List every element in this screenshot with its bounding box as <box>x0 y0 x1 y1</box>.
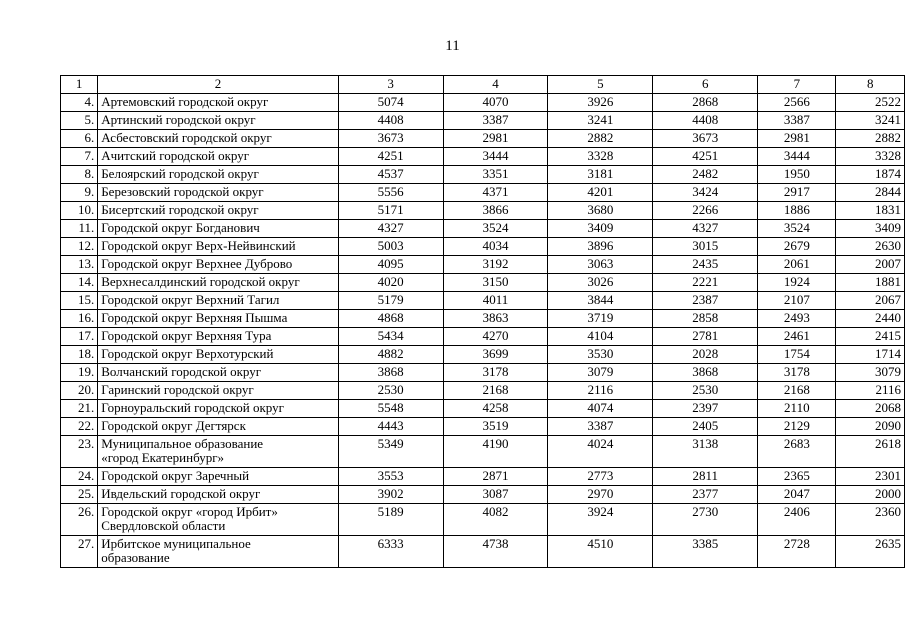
municipality-name <box>98 328 339 346</box>
value-cell: 3385 <box>653 536 758 568</box>
table-row <box>61 310 905 328</box>
table-row <box>61 364 905 382</box>
value-cell: 2168 <box>443 382 548 400</box>
value-cell: 4024 <box>548 436 653 468</box>
value-cell: 2981 <box>758 130 836 148</box>
row-number: 10. <box>61 202 98 220</box>
value-cell: 1924 <box>758 274 836 292</box>
row-number: 9. <box>61 184 98 202</box>
value-cell: 1874 <box>836 166 905 184</box>
row-number: 23. <box>61 436 98 468</box>
value-cell: 2090 <box>836 418 905 436</box>
name-line: Ирбитское муниципальное <box>101 536 251 551</box>
value-cell: 4034 <box>443 238 548 256</box>
value-cell: 2970 <box>548 486 653 504</box>
value-cell: 4201 <box>548 184 653 202</box>
value-cell: 2728 <box>758 536 836 568</box>
value-cell: 5434 <box>338 328 443 346</box>
row-number: 27. <box>61 536 98 568</box>
value-cell: 2773 <box>548 468 653 486</box>
value-cell: 2981 <box>443 130 548 148</box>
name-line: «город Екатеринбург» <box>101 450 225 465</box>
value-cell: 3409 <box>836 220 905 238</box>
value-cell: 3387 <box>758 112 836 130</box>
value-cell: 3868 <box>653 364 758 382</box>
table-row <box>61 292 905 310</box>
value-cell: 4082 <box>443 504 548 536</box>
value-cell: 3444 <box>443 148 548 166</box>
municipality-name <box>98 310 339 328</box>
municipality-name <box>98 202 339 220</box>
row-number: 19. <box>61 364 98 382</box>
value-cell: 4408 <box>653 112 758 130</box>
table-row <box>61 94 905 112</box>
value-cell: 4011 <box>443 292 548 310</box>
municipality-name <box>98 166 339 184</box>
value-cell: 2566 <box>758 94 836 112</box>
value-cell: 3719 <box>548 310 653 328</box>
row-number: 4. <box>61 94 98 112</box>
name-line: Свердловской области <box>101 518 226 533</box>
header-cell: 2 <box>98 76 339 94</box>
value-cell: 2522 <box>836 94 905 112</box>
value-cell: 2679 <box>758 238 836 256</box>
value-cell: 2618 <box>836 436 905 468</box>
value-cell: 2730 <box>653 504 758 536</box>
municipality-name <box>98 130 339 148</box>
table-row <box>61 274 905 292</box>
value-cell: 3530 <box>548 346 653 364</box>
municipality-name <box>98 256 339 274</box>
value-cell: 2415 <box>836 328 905 346</box>
municipality-name <box>98 364 339 382</box>
value-cell: 4868 <box>338 310 443 328</box>
value-cell: 2630 <box>836 238 905 256</box>
value-cell: 2129 <box>758 418 836 436</box>
table-row <box>61 238 905 256</box>
row-number: 11. <box>61 220 98 238</box>
value-cell: 2493 <box>758 310 836 328</box>
value-cell: 3519 <box>443 418 548 436</box>
value-cell: 2061 <box>758 256 836 274</box>
name-line: Городской округ Верхний Тагил <box>101 292 280 307</box>
table-row <box>61 346 905 364</box>
row-number: 18. <box>61 346 98 364</box>
value-cell: 2406 <box>758 504 836 536</box>
value-cell: 3241 <box>548 112 653 130</box>
value-cell: 3063 <box>548 256 653 274</box>
value-cell: 2387 <box>653 292 758 310</box>
value-cell: 1886 <box>758 202 836 220</box>
row-number: 24. <box>61 468 98 486</box>
row-number: 26. <box>61 504 98 536</box>
value-cell: 2435 <box>653 256 758 274</box>
header-cell: 5 <box>548 76 653 94</box>
value-cell: 2301 <box>836 468 905 486</box>
header-cell: 1 <box>61 76 98 94</box>
value-cell: 5556 <box>338 184 443 202</box>
table-row <box>61 130 905 148</box>
value-cell: 2405 <box>653 418 758 436</box>
row-number: 22. <box>61 418 98 436</box>
table-row <box>61 112 905 130</box>
name-line: Асбестовский городской округ <box>101 130 272 145</box>
value-cell: 1714 <box>836 346 905 364</box>
municipality-name <box>98 148 339 166</box>
value-cell: 3387 <box>443 112 548 130</box>
value-cell: 2882 <box>548 130 653 148</box>
name-line: Городской округ Богданович <box>101 220 260 235</box>
value-cell: 5074 <box>338 94 443 112</box>
value-cell: 3896 <box>548 238 653 256</box>
value-cell: 3673 <box>653 130 758 148</box>
value-cell: 4190 <box>443 436 548 468</box>
name-line: Муниципальное образование <box>101 436 264 451</box>
value-cell: 4510 <box>548 536 653 568</box>
value-cell: 3424 <box>653 184 758 202</box>
value-cell: 5003 <box>338 238 443 256</box>
table-row <box>61 166 905 184</box>
value-cell: 3553 <box>338 468 443 486</box>
value-cell: 2530 <box>653 382 758 400</box>
municipality-name <box>98 418 339 436</box>
value-cell: 3079 <box>548 364 653 382</box>
value-cell: 1881 <box>836 274 905 292</box>
value-cell: 2440 <box>836 310 905 328</box>
name-line: Верхнесалдинский городской округ <box>101 274 300 289</box>
row-number: 14. <box>61 274 98 292</box>
value-cell: 4070 <box>443 94 548 112</box>
value-cell: 3444 <box>758 148 836 166</box>
value-cell: 5349 <box>338 436 443 468</box>
row-number: 13. <box>61 256 98 274</box>
row-number: 20. <box>61 382 98 400</box>
name-line: Бисертский городской округ <box>101 202 259 217</box>
name-line: Городской округ Верхняя Тура <box>101 328 272 343</box>
row-number: 7. <box>61 148 98 166</box>
value-cell: 4443 <box>338 418 443 436</box>
name-line: Городской округ «город Ирбит» <box>101 504 278 519</box>
table-row <box>61 468 905 486</box>
value-cell: 3087 <box>443 486 548 504</box>
value-cell: 5171 <box>338 202 443 220</box>
value-cell: 5179 <box>338 292 443 310</box>
value-cell: 3699 <box>443 346 548 364</box>
value-cell: 2365 <box>758 468 836 486</box>
name-line: Городской округ Верхнее Дуброво <box>101 256 293 271</box>
value-cell: 2882 <box>836 130 905 148</box>
value-cell: 2377 <box>653 486 758 504</box>
value-cell: 6333 <box>338 536 443 568</box>
value-cell: 3387 <box>548 418 653 436</box>
value-cell: 2635 <box>836 536 905 568</box>
table-row <box>61 328 905 346</box>
table-row <box>61 486 905 504</box>
row-number: 6. <box>61 130 98 148</box>
value-cell: 3181 <box>548 166 653 184</box>
value-cell: 2530 <box>338 382 443 400</box>
row-number: 12. <box>61 238 98 256</box>
table-header-row <box>61 76 905 94</box>
row-number: 8. <box>61 166 98 184</box>
name-line: Ивдельский городской округ <box>101 486 261 501</box>
value-cell: 4270 <box>443 328 548 346</box>
table-row <box>61 400 905 418</box>
municipality-name <box>98 536 339 568</box>
value-cell: 1950 <box>758 166 836 184</box>
value-cell: 3524 <box>443 220 548 238</box>
value-cell: 2397 <box>653 400 758 418</box>
municipality-name <box>98 346 339 364</box>
row-number: 21. <box>61 400 98 418</box>
value-cell: 4327 <box>338 220 443 238</box>
value-cell: 2844 <box>836 184 905 202</box>
page-number: 11 <box>445 38 460 54</box>
value-cell: 4408 <box>338 112 443 130</box>
value-cell: 4738 <box>443 536 548 568</box>
table-row <box>61 436 905 468</box>
value-cell: 2266 <box>653 202 758 220</box>
table-row <box>61 256 905 274</box>
value-cell: 2683 <box>758 436 836 468</box>
value-cell: 2168 <box>758 382 836 400</box>
value-cell: 4537 <box>338 166 443 184</box>
value-cell: 3680 <box>548 202 653 220</box>
table-row <box>61 184 905 202</box>
value-cell: 2360 <box>836 504 905 536</box>
value-cell: 3351 <box>443 166 548 184</box>
value-cell: 2116 <box>836 382 905 400</box>
value-cell: 2116 <box>548 382 653 400</box>
value-cell: 3150 <box>443 274 548 292</box>
name-line: Березовский городской округ <box>101 184 264 199</box>
value-cell: 5189 <box>338 504 443 536</box>
header-cell: 3 <box>338 76 443 94</box>
value-cell: 4258 <box>443 400 548 418</box>
row-number: 16. <box>61 310 98 328</box>
header-cell: 8 <box>836 76 905 94</box>
municipality-name <box>98 220 339 238</box>
name-line: Гаринский городской округ <box>101 382 254 397</box>
municipality-name <box>98 486 339 504</box>
value-cell: 2067 <box>836 292 905 310</box>
table-row <box>61 382 905 400</box>
municipality-name <box>98 238 339 256</box>
municipality-name <box>98 382 339 400</box>
municipality-name <box>98 504 339 536</box>
value-cell: 3863 <box>443 310 548 328</box>
value-cell: 3926 <box>548 94 653 112</box>
table-row <box>61 536 905 568</box>
row-number: 17. <box>61 328 98 346</box>
municipality-name <box>98 292 339 310</box>
value-cell: 2781 <box>653 328 758 346</box>
municipality-name <box>98 94 339 112</box>
municipality-name <box>98 436 339 468</box>
value-cell: 2482 <box>653 166 758 184</box>
value-cell: 2028 <box>653 346 758 364</box>
value-cell: 3328 <box>548 148 653 166</box>
value-cell: 4095 <box>338 256 443 274</box>
municipality-name <box>98 468 339 486</box>
name-line: Волчанский городской округ <box>101 364 262 379</box>
value-cell: 4074 <box>548 400 653 418</box>
data-table <box>60 75 905 568</box>
municipality-name <box>98 184 339 202</box>
value-cell: 2047 <box>758 486 836 504</box>
municipality-name <box>98 400 339 418</box>
value-cell: 3079 <box>836 364 905 382</box>
value-cell: 3328 <box>836 148 905 166</box>
header-cell: 4 <box>443 76 548 94</box>
name-line: Артемовский городской округ <box>101 94 269 109</box>
value-cell: 2007 <box>836 256 905 274</box>
value-cell: 2858 <box>653 310 758 328</box>
value-cell: 4251 <box>338 148 443 166</box>
municipality-name <box>98 112 339 130</box>
value-cell: 3866 <box>443 202 548 220</box>
value-cell: 1831 <box>836 202 905 220</box>
value-cell: 4020 <box>338 274 443 292</box>
name-line: Белоярский городской округ <box>101 166 259 181</box>
name-line: Городской округ Заречный <box>101 468 250 483</box>
value-cell: 2068 <box>836 400 905 418</box>
value-cell: 4371 <box>443 184 548 202</box>
value-cell: 3868 <box>338 364 443 382</box>
value-cell: 3138 <box>653 436 758 468</box>
name-line: Горноуральский городской округ <box>101 400 284 415</box>
value-cell: 2221 <box>653 274 758 292</box>
table-row <box>61 202 905 220</box>
row-number: 5. <box>61 112 98 130</box>
value-cell: 2461 <box>758 328 836 346</box>
table-row <box>61 504 905 536</box>
name-line: Городской округ Верхняя Пышма <box>101 310 288 325</box>
name-line: Городской округ Верхотурский <box>101 346 274 361</box>
value-cell: 1754 <box>758 346 836 364</box>
value-cell: 3178 <box>443 364 548 382</box>
value-cell: 4251 <box>653 148 758 166</box>
value-cell: 3902 <box>338 486 443 504</box>
value-cell: 2868 <box>653 94 758 112</box>
value-cell: 2917 <box>758 184 836 202</box>
name-line: Артинский городской округ <box>101 112 256 127</box>
name-line: образование <box>101 550 170 565</box>
value-cell: 3409 <box>548 220 653 238</box>
row-number: 15. <box>61 292 98 310</box>
name-line: Городской округ Дегтярск <box>101 418 246 433</box>
value-cell: 5548 <box>338 400 443 418</box>
value-cell: 3192 <box>443 256 548 274</box>
table-row <box>61 418 905 436</box>
table-row <box>61 220 905 238</box>
value-cell: 3026 <box>548 274 653 292</box>
value-cell: 4327 <box>653 220 758 238</box>
value-cell: 4882 <box>338 346 443 364</box>
value-cell: 3241 <box>836 112 905 130</box>
value-cell: 3524 <box>758 220 836 238</box>
value-cell: 4104 <box>548 328 653 346</box>
municipality-name <box>98 274 339 292</box>
value-cell: 2811 <box>653 468 758 486</box>
value-cell: 3673 <box>338 130 443 148</box>
value-cell: 2110 <box>758 400 836 418</box>
value-cell: 3844 <box>548 292 653 310</box>
value-cell: 3924 <box>548 504 653 536</box>
value-cell: 2000 <box>836 486 905 504</box>
value-cell: 3178 <box>758 364 836 382</box>
header-cell: 7 <box>758 76 836 94</box>
name-line: Ачитский городской округ <box>101 148 250 163</box>
header-cell: 6 <box>653 76 758 94</box>
row-number: 25. <box>61 486 98 504</box>
value-cell: 3015 <box>653 238 758 256</box>
value-cell: 2107 <box>758 292 836 310</box>
name-line: Городской округ Верх-Нейвинский <box>101 238 296 253</box>
table-row <box>61 148 905 166</box>
value-cell: 2871 <box>443 468 548 486</box>
